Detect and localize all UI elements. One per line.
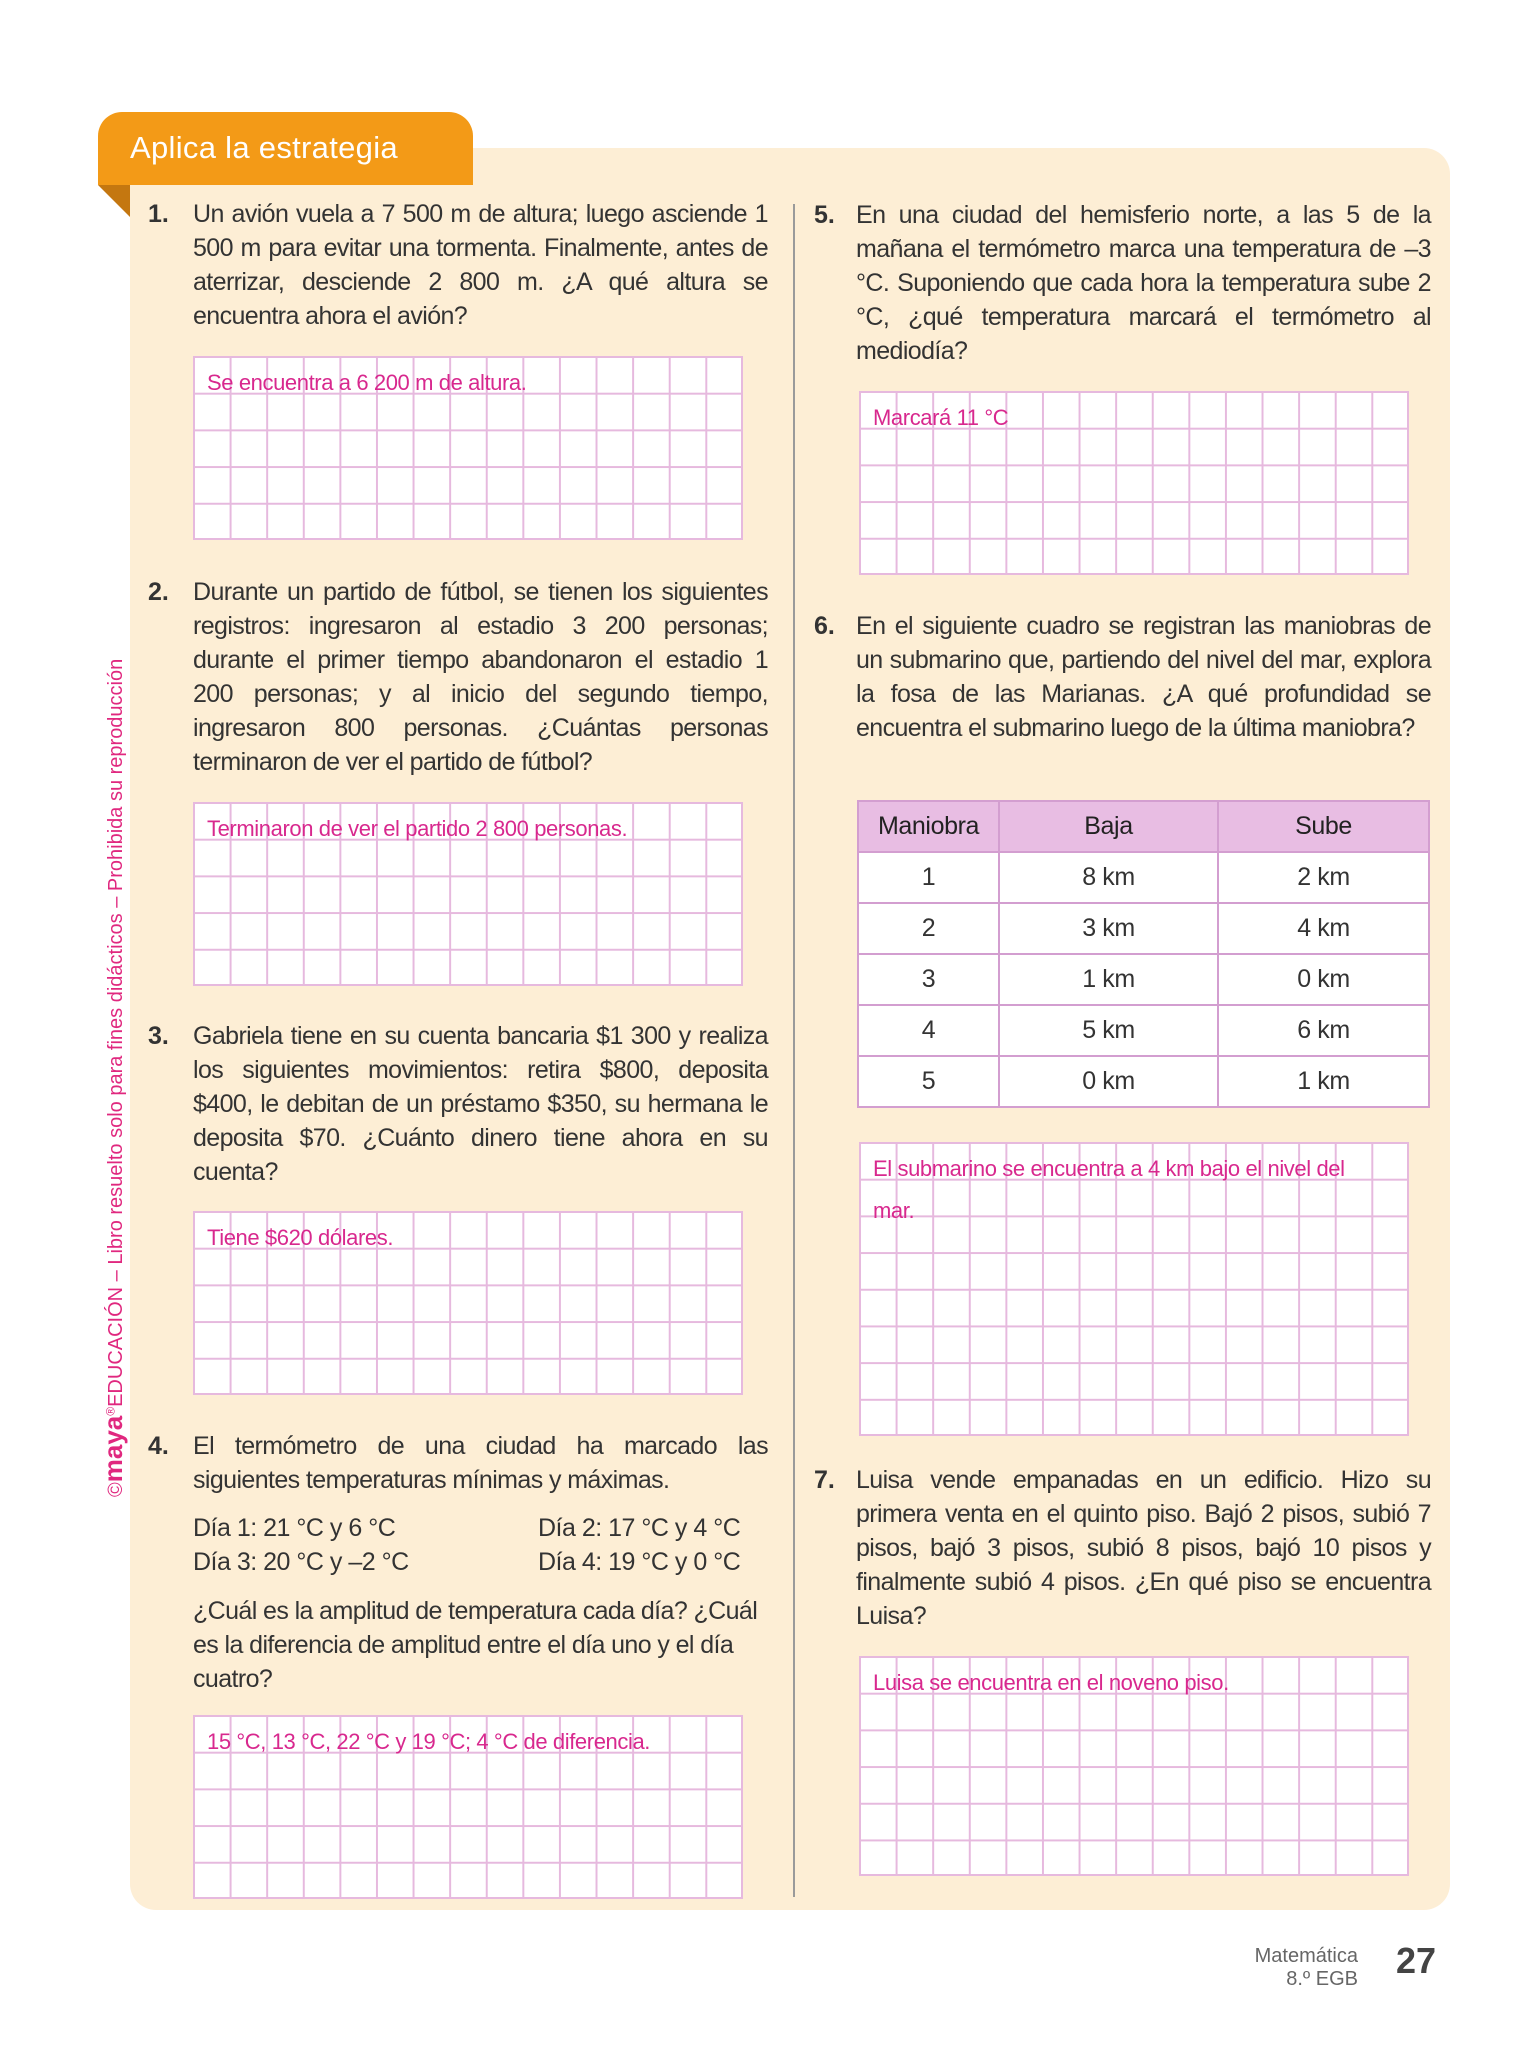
cell: 0 km <box>1218 954 1429 1005</box>
cell: 3 km <box>999 903 1218 954</box>
tab-fold <box>98 185 130 217</box>
question-number: 7. <box>814 1466 835 1494</box>
footer-grade: 8.º EGB <box>1286 1968 1358 1990</box>
question-text: Luisa vende empanadas en un edificio. Hizo su primera venta en el quinto piso. Bajó 2 pisos, subió 7 pisos, bajó 3 pisos, subió 8 pisos, bajó 10 pisos y finalmente subió 4 pisos. ¿En qué piso se encuentra Luisa? <box>856 1466 1431 1630</box>
question-text: Un avión vuela a 7 500 m de altura; luego asciende 1 500 m para evitar una tormenta. Finalmente, antes de aterrizar, desciende 2 800 m. ¿A qué altura se encuentra ahora el avión? <box>193 200 768 330</box>
cell: 8 km <box>999 852 1218 903</box>
table-row <box>858 954 1429 1005</box>
answer-text: El submarino se encuentra a 4 km bajo el nivel del mar. <box>873 1156 1345 1223</box>
question-number: 5. <box>814 201 835 229</box>
cell: 3 <box>858 954 999 1005</box>
table-row <box>858 903 1429 954</box>
cell: 4 km <box>1218 903 1429 954</box>
page-number: 27 <box>1396 1940 1437 1981</box>
question-text: Gabriela tiene en su cuenta bancaria $1 300 y realiza los siguientes movimientos: retira $800, deposita $400, le debitan de un préstamo $350, su hermana le deposita $70. ¿Cuánto dinero tiene ahora en su cuenta? <box>193 1022 768 1186</box>
cell: 5 km <box>999 1005 1218 1056</box>
answer-text: Luisa se encuentra en el noveno piso. <box>873 1670 1229 1695</box>
answer-grid[interactable] <box>859 1142 1409 1436</box>
day-1-temps: Día 1: 21 °C y 6 °C <box>193 1514 396 1542</box>
table-header-row <box>858 801 1429 852</box>
table-row <box>858 852 1429 903</box>
brand-logo: maya <box>98 1415 128 1483</box>
answer-grid[interactable] <box>193 1715 743 1899</box>
cell: 4 <box>858 1005 999 1056</box>
footer-subject: Matemática <box>1254 1945 1358 1967</box>
copyright-mark: © <box>105 1482 127 1497</box>
cell: 1 <box>858 852 999 903</box>
question-number: 2. <box>148 578 169 606</box>
answer-text: Terminaron de ver el partido 2 800 personas. <box>207 816 628 841</box>
answer-text: Se encuentra a 6 200 m de altura. <box>207 370 527 395</box>
watermark <box>98 557 129 1497</box>
question-text: Durante un partido de fútbol, se tienen los siguientes registros: ingresaron al estadio 3 200 personas; durante el primer tiempo abandonaron el estadio 1 200 personas; y al inicio del segundo tiempo, ingresaron 800 personas. ¿Cuántas personas terminaron de ver el partido de fútbol? <box>193 578 768 776</box>
day-2-temps: Día 2: 17 °C y 4 °C <box>538 1514 741 1542</box>
watermark-text: EDUCACIÓN – Libro resuelto solo para fines didácticos – Prohibida su reproducción <box>105 658 127 1407</box>
column-header: Baja <box>999 801 1218 852</box>
cell: 1 km <box>999 954 1218 1005</box>
question-number: 1. <box>148 200 169 228</box>
maneuvers-table <box>857 800 1430 1108</box>
cell: 5 <box>858 1056 999 1107</box>
answer-grid[interactable] <box>193 1211 743 1395</box>
answer-grid[interactable] <box>193 356 743 540</box>
question-number: 6. <box>814 612 835 640</box>
cell: 1 km <box>1218 1056 1429 1107</box>
question-subtext: ¿Cuál es la amplitud de temperatura cada día? ¿Cuál es la diferencia de amplitud entre el día uno y el día cuatro? <box>193 1597 758 1693</box>
cell: 6 km <box>1218 1005 1429 1056</box>
registered-mark: ® <box>103 1406 118 1416</box>
question-number: 4. <box>148 1432 169 1460</box>
question-text: En una ciudad del hemisferio norte, a las 5 de la mañana el termómetro marca una temperatura de –3 °C. Suponiendo que cada hora la temperatura sube 2 °C, ¿qué temperatura marcará el termómetro al mediodía? <box>856 201 1431 365</box>
answer-grid[interactable] <box>859 1656 1409 1876</box>
column-divider <box>793 204 795 1897</box>
question-text: El termómetro de una ciudad ha marcado las siguientes temperaturas mínimas y máximas. <box>193 1432 768 1494</box>
column-header: Sube <box>1218 801 1429 852</box>
section-title: Aplica la estrategia <box>130 130 398 165</box>
table-row <box>858 1056 1429 1107</box>
question-text: En el siguiente cuadro se registran las maniobras de un submarino que, partiendo del nivel del mar, explora la fosa de las Marianas. ¿A qué profundidad se encuentra el submarino luego de la última maniobra? <box>856 612 1431 742</box>
answer-grid[interactable] <box>193 802 743 986</box>
cell: 0 km <box>999 1056 1218 1107</box>
answer-grid[interactable] <box>859 391 1409 575</box>
answer-text: Marcará 11 °C <box>873 405 1009 430</box>
table-row <box>858 1005 1429 1056</box>
column-header: Maniobra <box>858 801 999 852</box>
day-4-temps: Día 4: 19 °C y 0 °C <box>538 1548 741 1576</box>
answer-text: Tiene $620 dólares. <box>207 1225 394 1250</box>
cell: 2 <box>858 903 999 954</box>
question-number: 3. <box>148 1022 169 1050</box>
day-3-temps: Día 3: 20 °C y –2 °C <box>193 1548 409 1576</box>
cell: 2 km <box>1218 852 1429 903</box>
answer-text: 15 °C, 13 °C, 22 °C y 19 °C; 4 °C de diferencia. <box>207 1729 651 1754</box>
